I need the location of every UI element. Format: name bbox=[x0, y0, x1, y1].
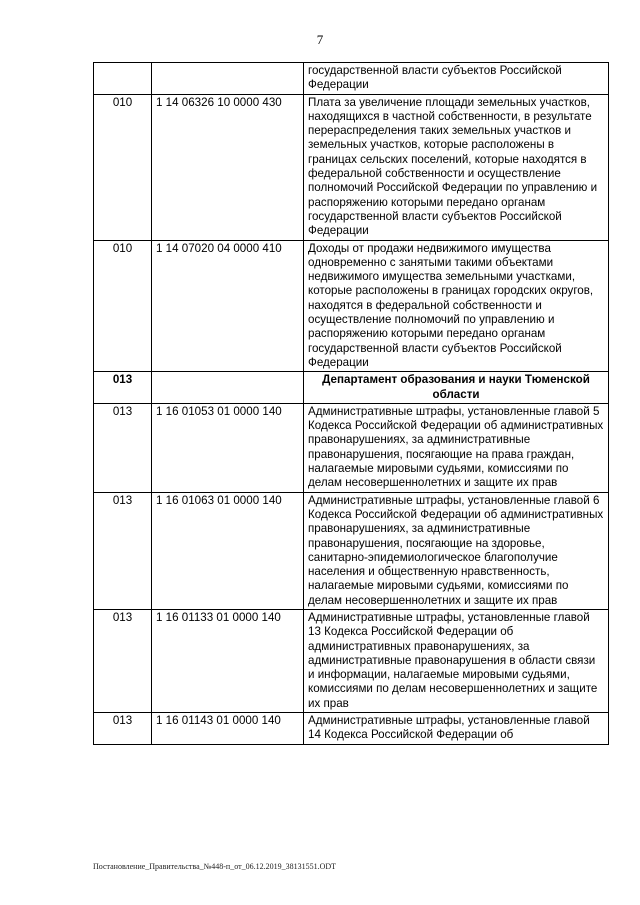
administrator-code-cell: 013 bbox=[94, 492, 152, 609]
revenue-code-cell bbox=[152, 372, 304, 404]
revenue-code-cell: 1 16 01143 01 0000 140 bbox=[152, 713, 304, 745]
revenue-code-cell: 1 16 01063 01 0000 140 bbox=[152, 492, 304, 609]
document-footer: Постановление_Правительства_№448-п_от_06.12.2019_38131551.ODT bbox=[93, 862, 337, 871]
table-body bbox=[94, 63, 609, 745]
table-row bbox=[94, 492, 609, 609]
table-row bbox=[94, 713, 609, 745]
administrator-code-cell: 013 bbox=[94, 403, 152, 492]
revenue-code-cell: 1 14 06326 10 0000 430 bbox=[152, 94, 304, 240]
administrator-code-cell: 010 bbox=[94, 240, 152, 372]
table-row bbox=[94, 240, 609, 372]
revenue-code-cell: 1 16 01053 01 0000 140 bbox=[152, 403, 304, 492]
revenue-name-cell: Административные штрафы, установленные главой 14 Кодекса Российской Федерации об bbox=[304, 713, 609, 745]
table-row bbox=[94, 94, 609, 240]
revenue-name-cell: Административные штрафы, установленные главой 13 Кодекса Российской Федерации об административных правонарушениях, за административные правонарушения в области связи и информации, налагаемые мировыми судьями, комиссиями по делам несовершеннолетних и защите их прав bbox=[304, 609, 609, 712]
revenue-code-cell: 1 14 07020 04 0000 410 bbox=[152, 240, 304, 372]
table-row bbox=[94, 63, 609, 95]
administrator-code-cell bbox=[94, 63, 152, 95]
administrator-code-cell: 010 bbox=[94, 94, 152, 240]
revenue-code-cell: 1 16 01133 01 0000 140 bbox=[152, 609, 304, 712]
revenue-name-cell: Административные штрафы, установленные главой 6 Кодекса Российской Федерации об административных правонарушениях, за административные правонарушения, посягающие на здоровье, санитарно-эпидемиологическое благополучие населения и общественную нравственность, налагаемые мировыми судьями, комиссиями по делам несовершеннолетних и защите их прав bbox=[304, 492, 609, 609]
administrator-code-cell: 013 bbox=[94, 372, 152, 404]
page-number: 7 bbox=[316, 32, 324, 47]
administrator-code-cell: 013 bbox=[94, 713, 152, 745]
table-row bbox=[94, 403, 609, 492]
revenue-code-cell bbox=[152, 63, 304, 95]
revenue-codes-table bbox=[93, 62, 609, 745]
department-header-row bbox=[94, 372, 609, 404]
revenue-name-cell: Доходы от продажи недвижимого имущества одновременно с занятыми такими объектами недвижимого имущества земельными участками, которые расположены в границах городских округов, находятся в федеральной собственности и осуществление полномочий по управлению и распоряжению которыми передано органам государственной власти субъектов Российской Федерации bbox=[304, 240, 609, 372]
revenue-name-cell: Административные штрафы, установленные главой 5 Кодекса Российской Федерации об административных правонарушениях, за административные правонарушения, посягающие на права граждан, налагаемые мировыми судьями, комиссиями по делам несовершеннолетних и защите их прав bbox=[304, 403, 609, 492]
revenue-name-cell: Плата за увеличение площади земельных участков, находящихся в частной собственности, в результате перераспределения таких земельных участков и земельных участков, которые расположены в границах сельских поселений, которые находятся в федеральной собственности и осуществление полномочий Российской Федерации по управлению и распоряжению которыми передано органам государственной власти субъектов Российской Федерации bbox=[304, 94, 609, 240]
table-row bbox=[94, 609, 609, 712]
administrator-code-cell: 013 bbox=[94, 609, 152, 712]
revenue-name-cell: государственной власти субъектов Российской Федерации bbox=[304, 63, 609, 95]
department-name-cell: Департамент образования и науки Тюменской области bbox=[304, 372, 609, 404]
